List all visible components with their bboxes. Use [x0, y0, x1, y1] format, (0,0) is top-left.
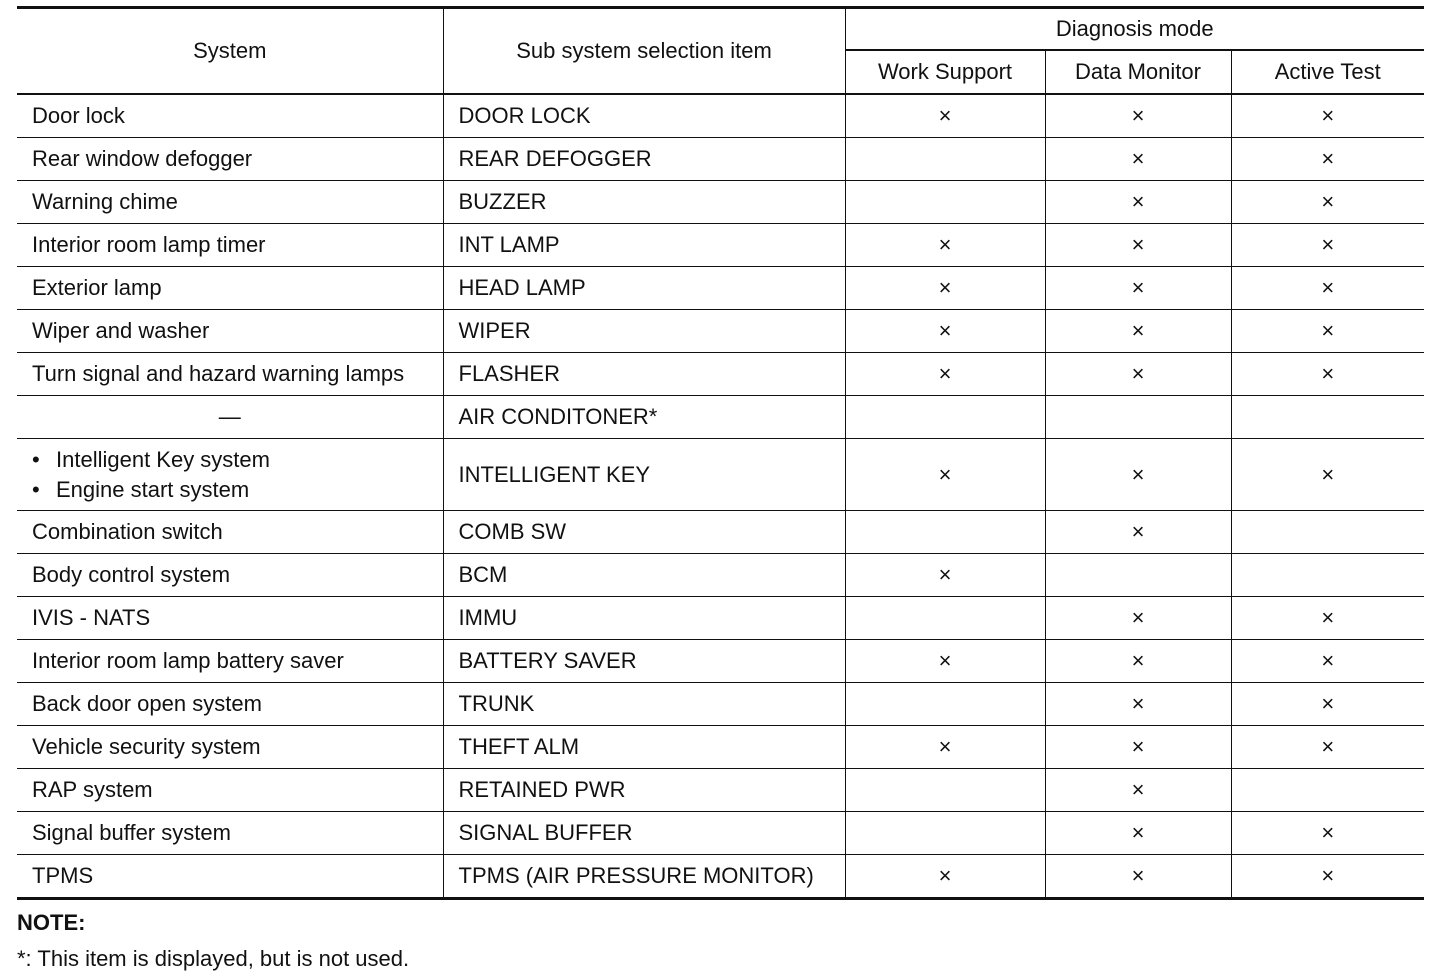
system-cell: Interior room lamp timer — [17, 224, 443, 267]
data-monitor-cell: × — [1045, 855, 1231, 899]
header-sub-system: Sub system selection item — [443, 8, 845, 95]
data-monitor-cell — [1045, 554, 1231, 597]
work-support-cell — [845, 511, 1045, 554]
system-cell: Back door open system — [17, 683, 443, 726]
table-row — [17, 855, 1424, 899]
system-cell: — — [17, 396, 443, 439]
active-test-cell — [1231, 511, 1424, 554]
sub-system-cell: IMMU — [443, 597, 845, 640]
work-support-cell — [845, 138, 1045, 181]
data-monitor-cell: × — [1045, 439, 1231, 511]
active-test-cell: × — [1231, 597, 1424, 640]
diagnosis-table-container — [17, 6, 1424, 900]
table-row — [17, 310, 1424, 353]
table-row — [17, 683, 1424, 726]
data-monitor-cell: × — [1045, 310, 1231, 353]
table-row — [17, 181, 1424, 224]
work-support-cell: × — [845, 855, 1045, 899]
work-support-cell: × — [845, 94, 1045, 138]
sub-system-cell: TRUNK — [443, 683, 845, 726]
active-test-cell: × — [1231, 812, 1424, 855]
table-row — [17, 812, 1424, 855]
table-row — [17, 439, 1424, 511]
table-row — [17, 554, 1424, 597]
system-bullet-list — [32, 445, 443, 505]
data-monitor-cell: × — [1045, 224, 1231, 267]
work-support-cell: × — [845, 554, 1045, 597]
work-support-cell: × — [845, 267, 1045, 310]
work-support-cell: × — [845, 640, 1045, 683]
header-work-support: Work Support — [845, 50, 1045, 94]
active-test-cell: × — [1231, 224, 1424, 267]
sub-system-cell: WIPER — [443, 310, 845, 353]
active-test-cell: × — [1231, 640, 1424, 683]
system-cell: Combination switch — [17, 511, 443, 554]
sub-system-cell: COMB SW — [443, 511, 845, 554]
system-cell: Vehicle security system — [17, 726, 443, 769]
system-cell: Rear window defogger — [17, 138, 443, 181]
table-row — [17, 224, 1424, 267]
system-cell: TPMS — [17, 855, 443, 899]
table-header — [17, 8, 1424, 95]
system-cell: Warning chime — [17, 181, 443, 224]
data-monitor-cell: × — [1045, 181, 1231, 224]
sub-system-cell: RETAINED PWR — [443, 769, 845, 812]
sub-system-cell: BCM — [443, 554, 845, 597]
sub-system-cell: INT LAMP — [443, 224, 845, 267]
sub-system-cell: DOOR LOCK — [443, 94, 845, 138]
data-monitor-cell: × — [1045, 267, 1231, 310]
active-test-cell: × — [1231, 683, 1424, 726]
table-row — [17, 267, 1424, 310]
data-monitor-cell: × — [1045, 726, 1231, 769]
sub-system-cell: INTELLIGENT KEY — [443, 439, 845, 511]
system-cell: Body control system — [17, 554, 443, 597]
sub-system-cell: TPMS (AIR PRESSURE MONITOR) — [443, 855, 845, 899]
work-support-cell: × — [845, 224, 1045, 267]
header-diagnosis-mode: Diagnosis mode — [845, 8, 1424, 51]
header-active-test: Active Test — [1231, 50, 1424, 94]
active-test-cell: × — [1231, 439, 1424, 511]
table-row — [17, 597, 1424, 640]
table-row — [17, 726, 1424, 769]
sub-system-cell: BATTERY SAVER — [443, 640, 845, 683]
system-bullet-item: • Engine start system — [32, 475, 443, 505]
table-row — [17, 769, 1424, 812]
active-test-cell: × — [1231, 267, 1424, 310]
sub-system-cell: AIR CONDITONER* — [443, 396, 845, 439]
system-cell: Interior room lamp battery saver — [17, 640, 443, 683]
table-row — [17, 640, 1424, 683]
data-monitor-cell — [1045, 396, 1231, 439]
work-support-cell: × — [845, 310, 1045, 353]
table-body — [17, 94, 1424, 899]
active-test-cell — [1231, 396, 1424, 439]
header-system: System — [17, 8, 443, 95]
sub-system-cell: FLASHER — [443, 353, 845, 396]
data-monitor-cell: × — [1045, 640, 1231, 683]
sub-system-cell: HEAD LAMP — [443, 267, 845, 310]
table-row — [17, 94, 1424, 138]
table-row — [17, 511, 1424, 554]
active-test-cell: × — [1231, 726, 1424, 769]
active-test-cell: × — [1231, 855, 1424, 899]
data-monitor-cell: × — [1045, 769, 1231, 812]
active-test-cell: × — [1231, 94, 1424, 138]
data-monitor-cell: × — [1045, 683, 1231, 726]
active-test-cell — [1231, 554, 1424, 597]
diagnosis-mode-table — [17, 6, 1424, 900]
table-row — [17, 396, 1424, 439]
system-cell: Turn signal and hazard warning lamps — [17, 353, 443, 396]
data-monitor-cell: × — [1045, 511, 1231, 554]
data-monitor-cell: × — [1045, 94, 1231, 138]
sub-system-cell: REAR DEFOGGER — [443, 138, 845, 181]
data-monitor-cell: × — [1045, 138, 1231, 181]
work-support-cell: × — [845, 353, 1045, 396]
work-support-cell — [845, 812, 1045, 855]
work-support-cell — [845, 769, 1045, 812]
work-support-cell — [845, 597, 1045, 640]
system-cell: RAP system — [17, 769, 443, 812]
system-cell: Wiper and washer — [17, 310, 443, 353]
sub-system-cell: SIGNAL BUFFER — [443, 812, 845, 855]
data-monitor-cell: × — [1045, 353, 1231, 396]
system-cell: Exterior lamp — [17, 267, 443, 310]
system-bullet-item: • Intelligent Key system — [32, 445, 443, 475]
system-cell — [17, 439, 443, 511]
data-monitor-cell: × — [1045, 597, 1231, 640]
work-support-cell: × — [845, 726, 1045, 769]
active-test-cell: × — [1231, 181, 1424, 224]
active-test-cell: × — [1231, 138, 1424, 181]
sub-system-cell: THEFT ALM — [443, 726, 845, 769]
system-cell: Signal buffer system — [17, 812, 443, 855]
active-test-cell — [1231, 769, 1424, 812]
work-support-cell — [845, 396, 1045, 439]
active-test-cell: × — [1231, 310, 1424, 353]
work-support-cell — [845, 181, 1045, 224]
table-row — [17, 138, 1424, 181]
work-support-cell: × — [845, 439, 1045, 511]
active-test-cell: × — [1231, 353, 1424, 396]
note-text: *: This item is displayed, but is not used. — [17, 946, 410, 971]
work-support-cell — [845, 683, 1045, 726]
system-cell: Door lock — [17, 94, 443, 138]
system-cell: IVIS - NATS — [17, 597, 443, 640]
table-row — [17, 353, 1424, 396]
data-monitor-cell: × — [1045, 812, 1231, 855]
note-title: NOTE: — [17, 910, 86, 935]
header-data-monitor: Data Monitor — [1045, 50, 1231, 94]
sub-system-cell: BUZZER — [443, 181, 845, 224]
